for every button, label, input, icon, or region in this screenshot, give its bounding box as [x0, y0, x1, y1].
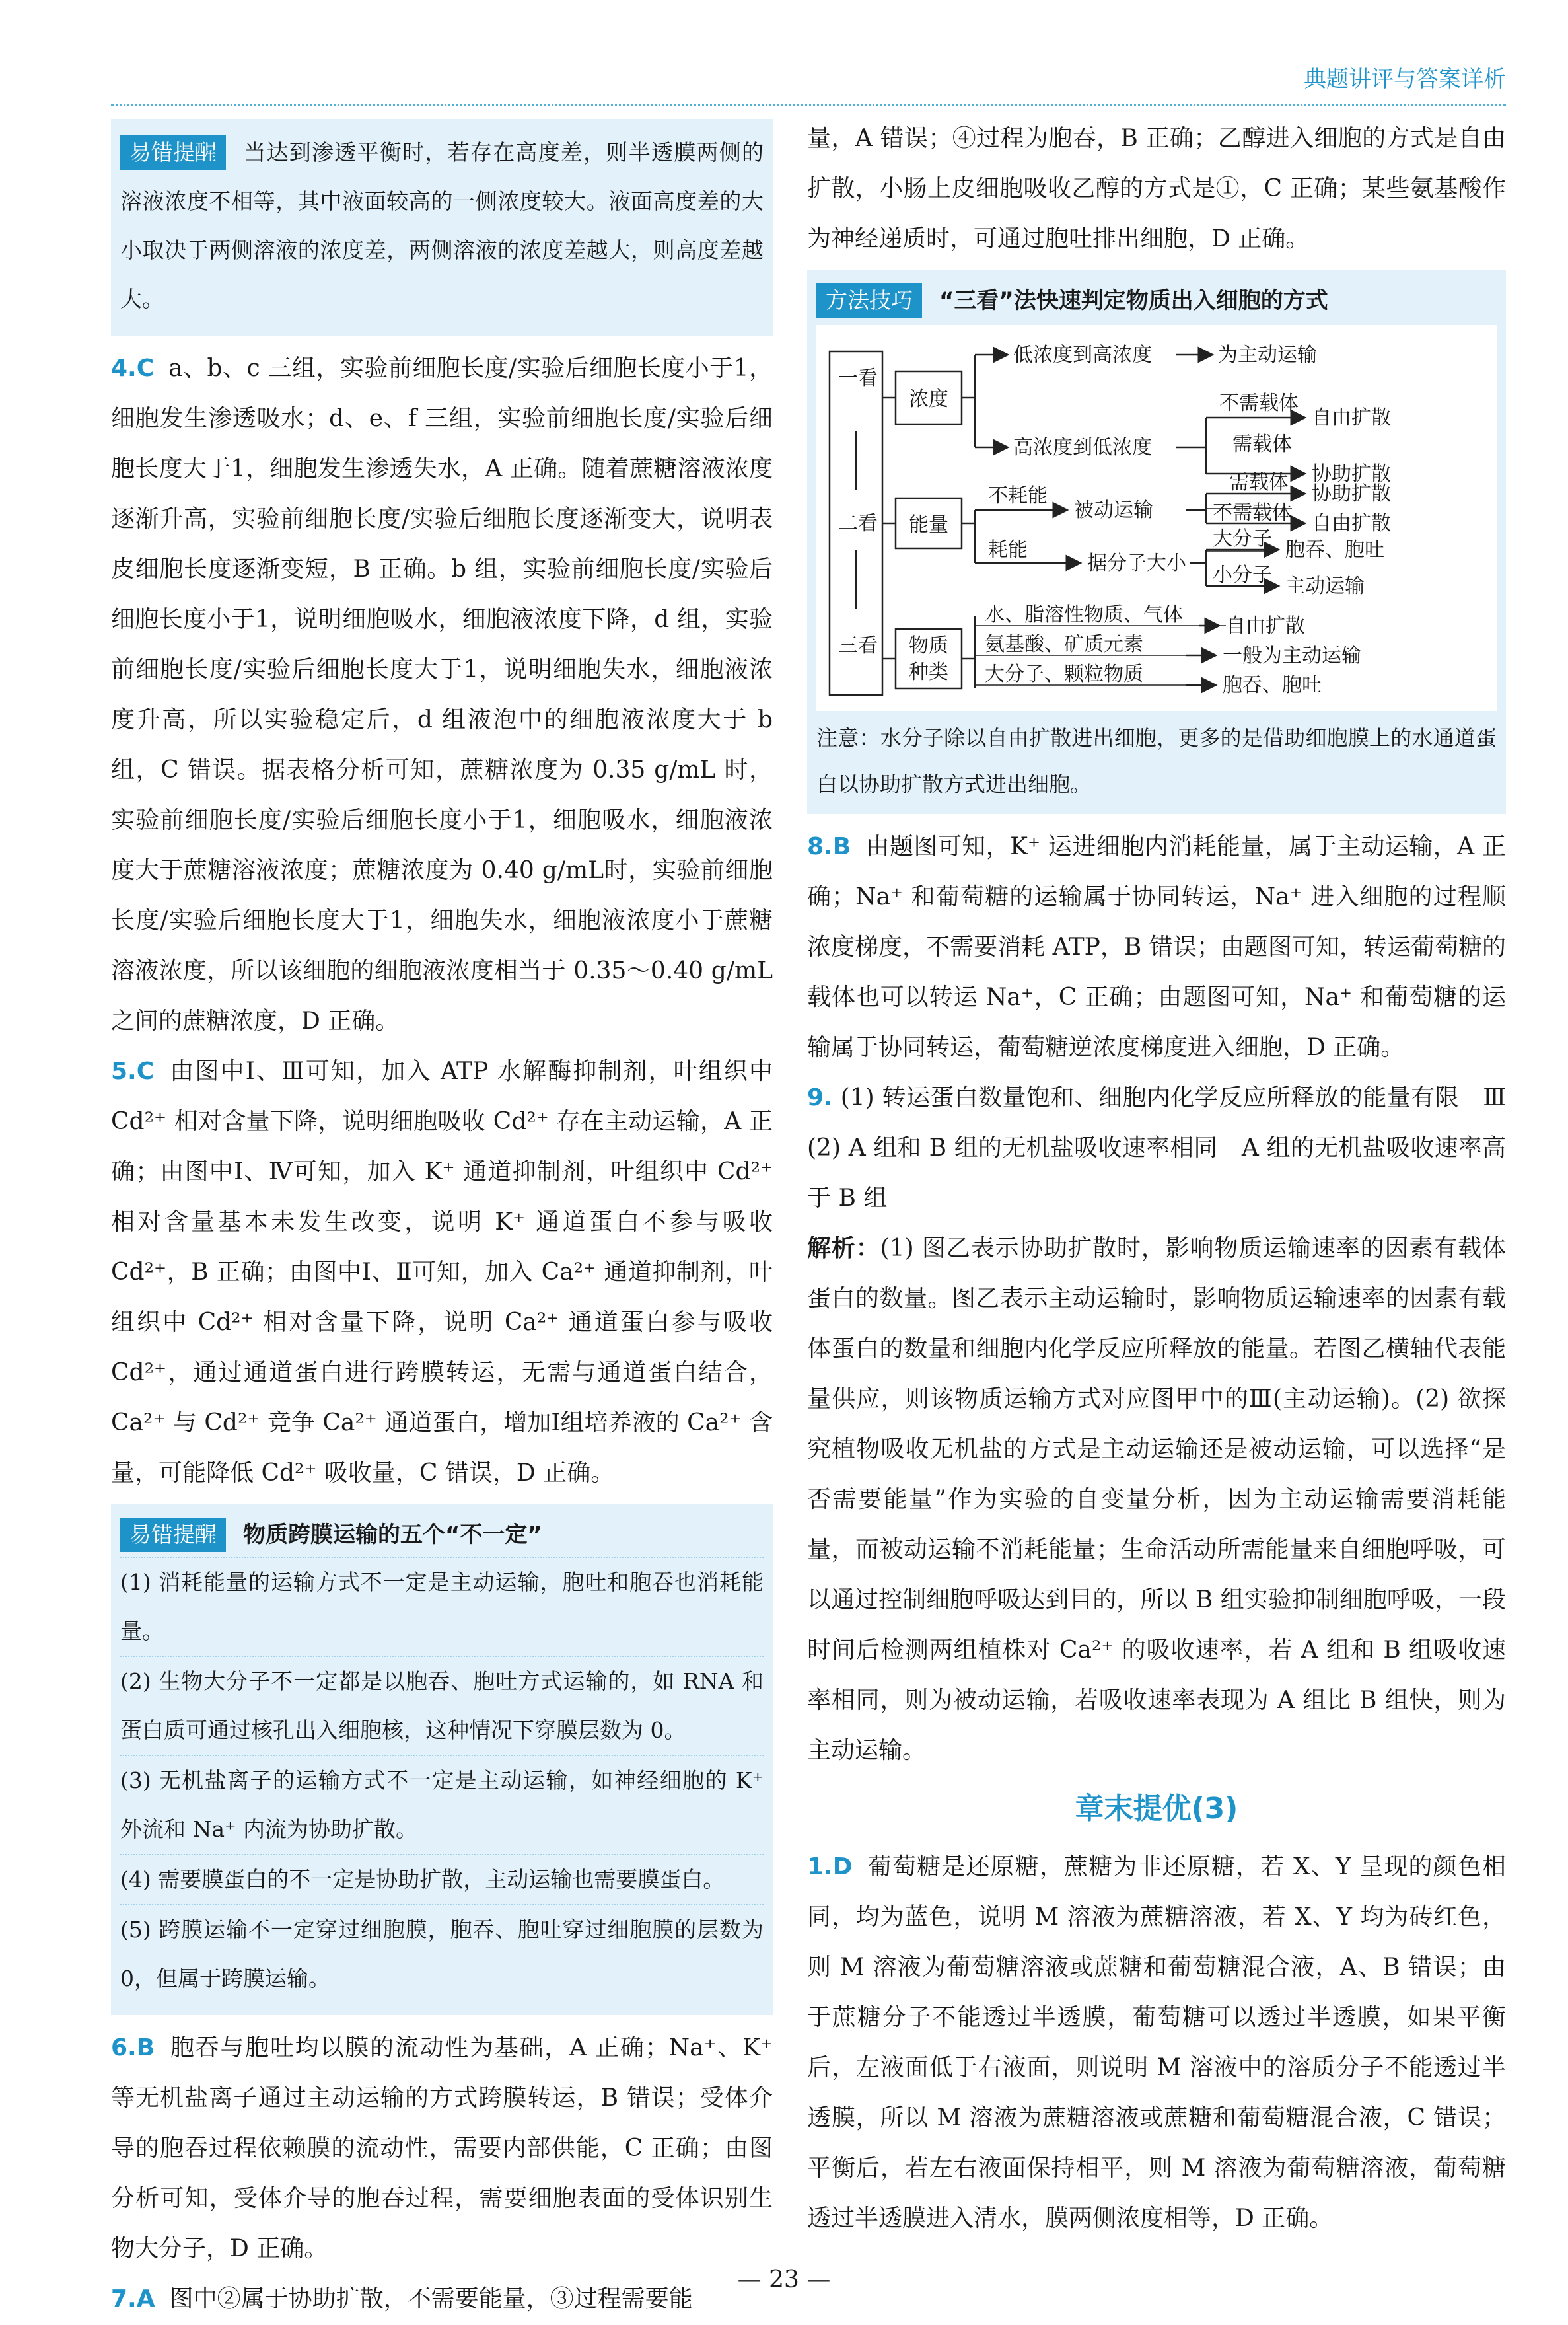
diagram-node: 耗能: [988, 538, 1028, 562]
tip-item: (5) 跨膜运输不一定穿过细胞膜，胞吞、胞吐穿过细胞膜的层数为 0，但属于跨膜运输。: [120, 1904, 764, 2003]
tip-item: (3) 无机盐离子的运输方式不一定是主动运输，如神经细胞的 K⁺ 外流和 Na⁺ 内流为协助扩散。: [120, 1755, 764, 1854]
category-label: 物质: [909, 634, 948, 657]
question-number: 5.: [111, 1058, 137, 1085]
three-look-diagram: [816, 325, 1497, 711]
tip-tag: 易错提醒: [120, 1518, 226, 1552]
answer-text: (1) 转运蛋白数量饱和、细胞内化学反应所释放的能量有限 Ⅲ (2) A 组和 B 组的无机盐吸收速率相同 A 组的无机盐吸收速率高于 B 组: [807, 1084, 1530, 1212]
look-label: 一看: [838, 367, 878, 390]
analysis-label: 解析：: [807, 1235, 880, 1262]
header-divider: [111, 104, 1506, 106]
section-title: 章末提优(3): [1075, 1792, 1238, 1826]
explanation-text: a、b、c 三组，实验前细胞长度/实验后细胞长度小于1，细胞发生渗透吸水；d、e、f 三组，实验前细胞长度/实验后细胞长度大于1，细胞发生渗透失水，A 正确。随着蔗糖溶液浓度逐渐升高，实验前细胞长度/实验后细胞长度逐渐变大，说明表皮细胞长度逐渐变短，B 正确。b 组，实验前细胞长度/实验后细胞长度小于1，说明细胞吸水，细胞液浓度下降，d 组，实验前细胞长度/实验后细胞长度大于1，说明细胞失水，细胞液浓度升高，所以实验稳定后，d 组液泡中的细胞液浓度大于 b 组，C 错误。据表格分析可知，蔗糖浓度为 0.35 g/mL 时，实验前细胞长度/实验后细胞长度小于1，细胞吸水，细胞液浓度大于蔗糖溶液浓度；蔗糖浓度为 0.40 g/mL时，实验前细胞长度/实验后细胞长度大于1，细胞失水，细胞液浓度小于蔗糖溶液浓度，所以该细胞的细胞液浓度相当于 0.35～0.40 g/mL 之间的蔗糖浓度，D 正确。: [111, 355, 773, 1035]
category-label: 浓度: [909, 388, 948, 411]
category-label: 能量: [909, 513, 948, 536]
diagram-node: 主动运输: [1285, 575, 1365, 598]
look-label: 三看: [838, 634, 878, 657]
diagram-node: 水、脂溶性物质、气体: [985, 603, 1183, 626]
answer-7-continued: 量，A 错误；④过程为胞吞，B 正确；乙醇进入细胞的方式是自由扩散，小肠上皮细胞吸收乙醇的方式是①，C 正确；某些氨基酸作为神经递质时，可通过胞吐排出细胞，D 正确。: [807, 125, 1506, 252]
diagram-node: 小分子: [1213, 564, 1272, 587]
answer-letter: A: [136, 2285, 155, 2312]
explanation-text: 由图中Ⅰ、Ⅲ可知，加入 ATP 水解酶抑制剂，叶组织中 Cd²⁺ 相对含量下降，说明细胞吸收 Cd²⁺ 存在主动运输，A 正确；由图中Ⅰ、Ⅳ可知，加入 K⁺ 通道抑制剂，叶组织中 Cd²⁺ 相对含量基本未发生改变，说明 K⁺ 通道蛋白不参与吸收 Cd²⁺，B 正确；由图中Ⅰ、Ⅱ可知，加入 Ca²⁺ 通道抑制剂，叶组织中 Cd²⁺ 相对含量下降，说明 Ca²⁺ 通道蛋白参与吸收 Cd²⁺，通过通道蛋白进行跨膜转运，无需与通道蛋白结合，Ca²⁺ 与 Cd²⁺ 竞争 Ca²⁺ 通道蛋白，增加Ⅰ组培养液的 Ca²⁺ 含量，可能降低 Cd²⁺ 吸收量，C 错误，D 正确。: [111, 1058, 773, 1487]
running-header: 典题讲评与答案详析: [1304, 66, 1506, 92]
answer-letter: C: [136, 355, 155, 382]
explanation-text: 胞吞与胞吐均以膜的流动性为基础，A 正确；Na⁺、K⁺ 等无机盐离子通过主动运输的方式跨膜转运，B 错误；受体介导的胞吞过程依赖膜的流动性，需要内部供能，C 正确；由图分析可知，受体介导的胞吞过程，需要细胞表面的受体识别生物大分子，D 正确。: [111, 2034, 773, 2262]
section-answer-1: [807, 1842, 1506, 2244]
method-box: [807, 270, 1506, 814]
diagram-node: 大分子: [1213, 527, 1272, 550]
diagram-node: 一般为主动运输: [1223, 644, 1361, 667]
diagram-node: 据分子大小: [1087, 552, 1186, 575]
diagram-node: 不需载体: [1219, 392, 1299, 415]
method-note: 注意：水分子除以自由扩散进出细胞，更多的是借助细胞膜上的水通道蛋白以协助扩散方式进出细胞。: [816, 725, 1497, 797]
tip-tag: 易错提醒: [120, 135, 226, 170]
diagram-node: 大分子、颗粒物质: [985, 663, 1143, 686]
tip-text: 当达到渗透平衡时，若存在高度差，则半透膜两侧的溶液浓度不相等，其中液面较高的一侧浓度较大。液面高度差的大小取决于两侧溶液的浓度差，两侧溶液的浓度差越大，则高度差越大。: [120, 139, 764, 312]
look-label: 二看: [838, 512, 878, 535]
diagram-node: 协助扩散: [1312, 482, 1391, 505]
answer-letter: B: [832, 833, 851, 860]
flow-diagram: [816, 325, 1497, 708]
answer-letter: D: [832, 1853, 853, 1880]
diagram-node: 不需载体: [1213, 501, 1292, 525]
diagram-node: 需载体: [1229, 471, 1289, 494]
diagram-node: 氨基酸、矿质元素: [985, 633, 1143, 656]
diagram-node: 胞吞、胞吐: [1223, 674, 1322, 697]
tip-item: (4) 需要膜蛋白的不一定是协助扩散，主动运输也需要膜蛋白。: [120, 1854, 764, 1904]
question-number: 4.: [111, 355, 137, 382]
answer-6: [111, 2023, 773, 2274]
answer-letter: C: [136, 1058, 155, 1085]
diagram-node: 需载体: [1232, 433, 1292, 456]
answer-4: [111, 344, 773, 1047]
explanation-text: 葡萄糖是还原糖，蔗糖为非还原糖，若 X、Y 呈现的颜色相同，均为蓝色，说明 M 溶液为蔗糖溶液，若 X、Y 均为砖红色，则 M 溶液为葡萄糖溶液或蔗糖和葡萄糖混合液，A、B 错误；由于蔗糖分子不能透过半透膜，葡萄糖可以透过半透膜，如果平衡后，左液面低于右液面，则说明 M 溶液中的溶质分子不能透过半透膜，所以 M 溶液为蔗糖溶液或蔗糖和葡萄糖混合液，C 错误；平衡后，若左右液面保持相平，则 M 溶液为葡萄糖溶液，葡萄糖透过半透膜进入清水，膜两侧浓度相等，D 正确。: [807, 1853, 1506, 2232]
answer-letter: B: [136, 2034, 155, 2061]
method-tag: 方法技巧: [816, 283, 922, 318]
answer-9: [807, 1073, 1530, 1224]
diagram-node: 低浓度到高浓度: [1013, 344, 1152, 367]
method-title: “三看”法快速判定物质出入细胞的方式: [939, 287, 1328, 314]
answer-5: [111, 1047, 773, 1498]
tip-item: (2) 生物大分子不一定都是以胞吞、胞吐方式运输的，如 RNA 和蛋白质可通过核孔出入细胞核，这种情况下穿膜层数为 0。: [120, 1656, 764, 1755]
question-number: 9.: [807, 1084, 833, 1111]
tip-box-2: [111, 1504, 773, 2015]
analysis-9: [807, 1224, 1506, 1776]
diagram-node: 自由扩散: [1312, 512, 1391, 535]
diagram-node: 高浓度到低浓度: [1013, 436, 1152, 459]
question-number: 7.: [111, 2285, 137, 2312]
diagram-node: 协助扩散: [1312, 462, 1391, 486]
question-number: 8.: [807, 833, 833, 860]
diagram-node: 自由扩散: [1226, 614, 1305, 638]
question-number: 6.: [111, 2034, 137, 2061]
tip-box-1: [111, 119, 773, 336]
category-label: 种类: [909, 661, 948, 684]
diagram-node: 被动运输: [1074, 499, 1153, 522]
answer-8: [807, 822, 1506, 1073]
analysis-text: (1) 图乙表示协助扩散时，影响物质运输速率的因素有载体蛋白的数量。图乙表示主动运输时，影响物质运输速率的因素有载体蛋白的数量和细胞内化学反应所释放的能量。若图乙横轴代表能量供应，则该物质运输方式对应图甲中的Ⅲ(主动运输)。(2) 欲探究植物吸收无机盐的方式是主动运输还是被动运输，可以选择“是否需要能量”作为实验的自变量分析，因为主动运输需要消耗能量，而被动运输不消耗能量；生命活动所需能量来自细胞呼吸，可以通过控制细胞呼吸达到目的，所以 B 组实验抑制细胞呼吸，一段时间后检测两组植株对 Ca²⁺ 的吸收速率，若 A 组和 B 组吸收速率相同，则为被动运输，若吸收速率表现为 A 组比 B 组快，则为主动运输。: [807, 1235, 1506, 1764]
diagram-node: 为主动运输: [1218, 344, 1317, 367]
left-column: [111, 114, 773, 2324]
page-number: — 23 —: [737, 2266, 831, 2293]
tip-item: (1) 消耗能量的运输方式不一定是主动运输，胞吐和胞吞也消耗能量。: [120, 1557, 764, 1656]
right-column: [807, 114, 1530, 2244]
diagram-node: 胞吞、胞吐: [1285, 538, 1384, 562]
diagram-node: 不耗能: [988, 484, 1048, 507]
diagram-node: 自由扩散: [1312, 406, 1391, 429]
explanation-text: 图中②属于协助扩散，不需要能量，③过程需要能: [169, 2285, 693, 2312]
tip-title: 物质跨膜运输的五个“不一定”: [243, 1522, 542, 1548]
explanation-text: 由题图可知，K⁺ 运进细胞内消耗能量，属于主动运输，A 正确；Na⁺ 和葡萄糖的运输属于协同转运，Na⁺ 进入细胞的过程顺浓度梯度，不需要消耗 ATP，B 错误；由题图可知，转运葡萄糖的载体也可以转运 Na⁺，C 正确；由题图可知，Na⁺ 和葡萄糖的运输属于协同转运，葡萄糖逆浓度梯度进入细胞，D 正确。: [807, 833, 1506, 1061]
question-number: 1.: [807, 1853, 833, 1880]
